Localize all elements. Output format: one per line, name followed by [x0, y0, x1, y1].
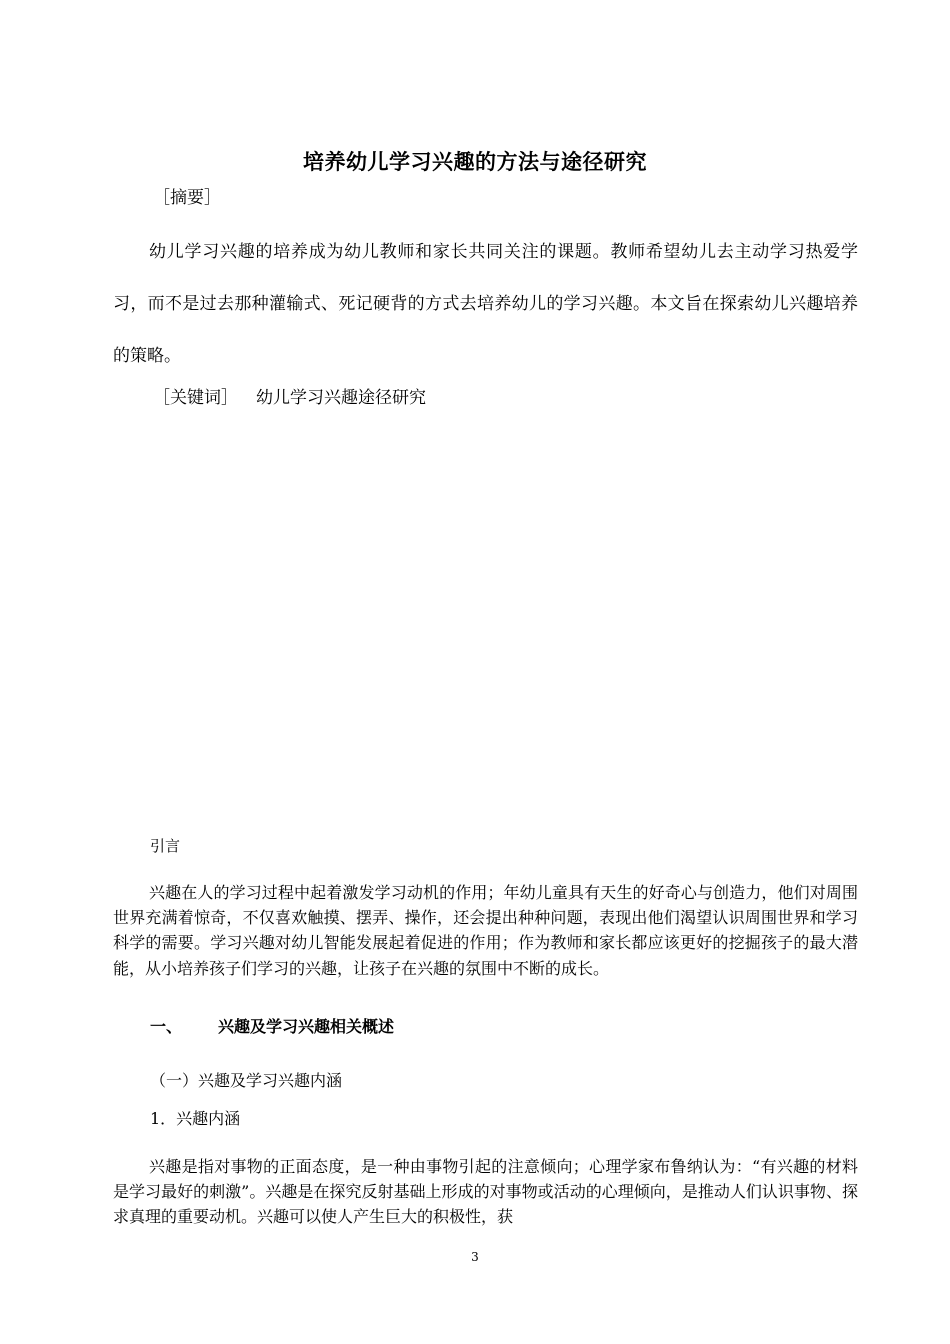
- definition-paragraph: 兴趣是指对事物的正面态度，是一种由事物引起的注意倾向；心理学家布鲁纳认为：“有兴趣的材料是学习最好的刺激”。兴趣是在探究反射基础上形成的对事物或活动的心理倾向，是推动人们认识事物、探求真理的重要动机。兴趣可以使人产生巨大的积极性，获: [113, 1157, 858, 1227]
- page-number: 3: [471, 1250, 479, 1264]
- document-title: 培养幼儿学习兴趣的方法与途径研究: [303, 150, 647, 174]
- keywords-label: ［关键词］: [153, 388, 238, 408]
- intro-paragraph: 兴趣在人的学习过程中起着激发学习动机的作用；年幼儿童具有天生的好奇心与创造力，他们对周围世界充满着惊奇，不仅喜欢触摸、摆弄、操作，还会提出种种问题，表现出他们渴望认识周围世界和学习科学的需要。学习兴趣对幼儿智能发展起着促进的作用；作为教师和家长都应该更好的挖掘孩子的最大潜能，从小培养孩子们学习的兴趣，让孩子在兴趣的氛围中不断的成长。: [113, 883, 858, 978]
- section-1-heading: [150, 1015, 394, 1039]
- abstract-label: ［摘要］: [153, 188, 221, 208]
- subsection-heading: （一）兴趣及学习兴趣内涵: [150, 1071, 343, 1090]
- intro-heading: 引言: [150, 837, 181, 855]
- keywords-line: [153, 384, 426, 412]
- abstract-text: 幼儿学习兴趣的培养成为幼儿教师和家长共同关注的课题。教师希望幼儿去主动学习热爱学习，而不是过去那种灌输式、死记硬背的方式去培养幼儿的学习兴趣。本文旨在探索幼儿兴趣培养的策略。: [113, 242, 858, 366]
- section-1-title: 兴趣及学习兴趣相关概述: [218, 1017, 395, 1036]
- subsubsection-heading: 1．兴趣内涵: [150, 1109, 241, 1128]
- keywords-text: 幼儿学习兴趣途径研究: [256, 388, 426, 408]
- section-1-number: 一、: [150, 1017, 183, 1036]
